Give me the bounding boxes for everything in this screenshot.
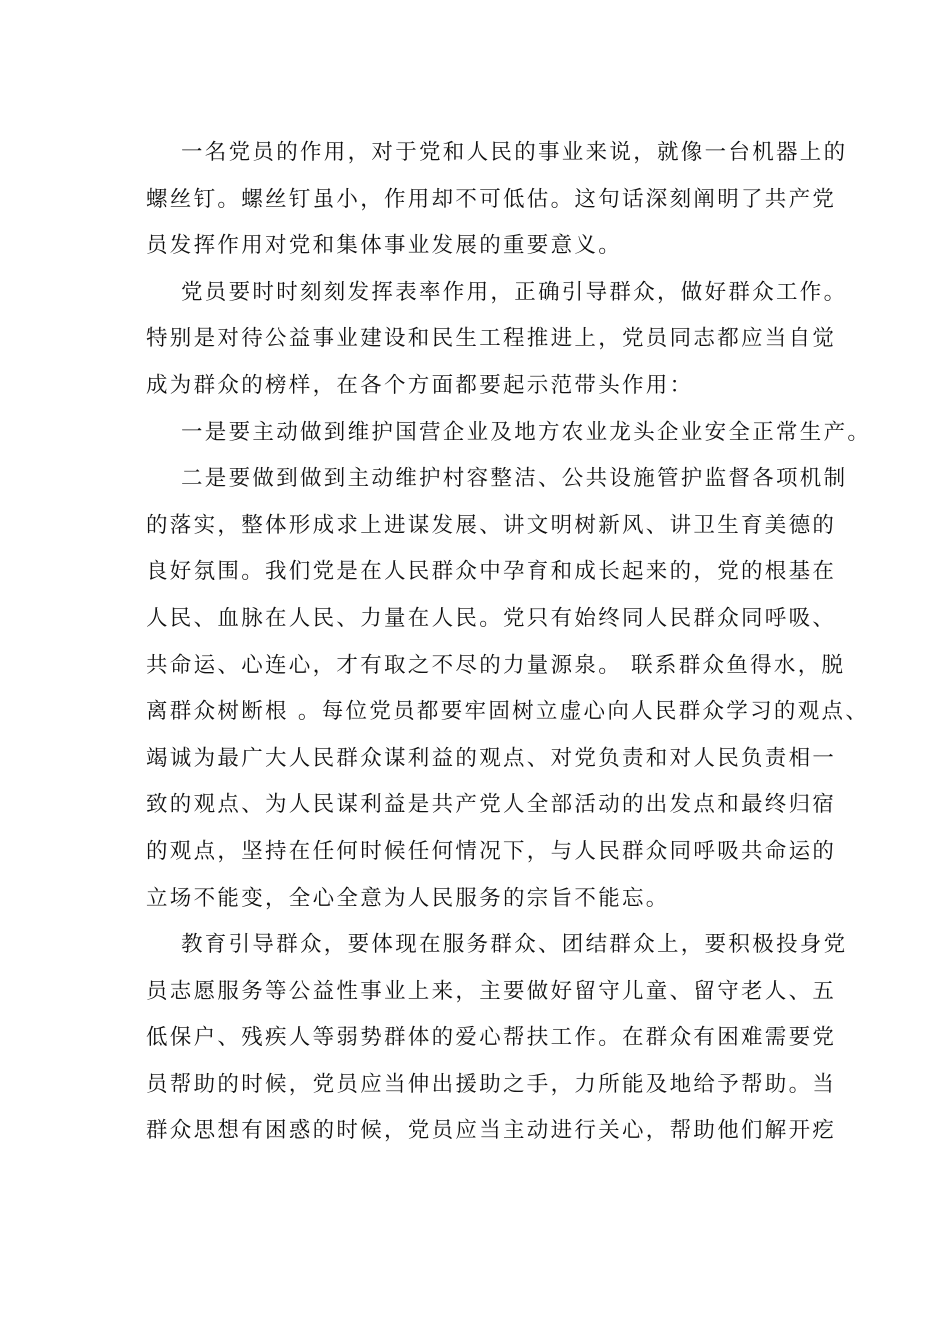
document-body: [146, 130, 872, 1155]
paragraph-4-line-5: 共命运、心连心，才有取之不尽的力量源泉。 联系群众鱼得水，脱: [146, 652, 846, 678]
paragraph-4-line-4: 人民、血脉在人民、力量在人民。党只有始终同人民群众同呼吸、: [146, 605, 837, 631]
paragraph-4-line-10: 立场不能变，全心全意为人民服务的宗旨不能忘。: [146, 885, 670, 911]
paragraph-4-line-3: 良好氛围。我们党是在人民群众中孕育和成长起来的，党的根基在: [146, 559, 837, 585]
paragraph-4-line-2: 的落实，整体形成求上进谋发展、讲文明树新风、讲卫生育美德的: [146, 512, 837, 538]
paragraph-4-line-6: 离群众树断根 。每位党员都要牢固树立虚心向人民群众学习的观点、: [146, 699, 870, 725]
paragraph-3-line-1: 一是要主动做到维护国营企业及地方农业龙头企业安全正常生产。: [181, 419, 872, 445]
paragraph-4-line-8: 致的观点、为人民谋利益是共产党人全部活动的出发点和最终归宿: [146, 792, 837, 818]
paragraph-5-line-2: 员志愿服务等公益性事业上来，主要做好留守儿童、留守老人、五: [146, 978, 837, 1004]
paragraph-5-line-5: 群众思想有困惑的时候，党员应当主动进行关心，帮助他们解开疙: [146, 1118, 837, 1144]
paragraph-2-line-1: 党员要时时刻刻发挥表率作用，正确引导群众，做好群众工作。: [181, 279, 848, 305]
paragraph-4-line-7: 竭诚为最广大人民群众谋利益的观点、对党负责和对人民负责相一: [146, 745, 837, 771]
paragraph-2-line-3: 成为群众的榜样，在各个方面都要起示范带头作用：: [146, 372, 694, 398]
paragraph-5-line-1: 教育引导群众，要体现在服务群众、团结群众上，要积极投身党: [181, 932, 848, 958]
paragraph-1-line-1: 一名党员的作用，对于党和人民的事业来说，就像一台机器上的: [181, 140, 848, 165]
paragraph-2-line-2: 特别是对待公益事业建设和民生工程推进上，党员同志都应当自觉: [146, 326, 837, 352]
paragraph-5-line-4: 员帮助的时候，党员应当伸出援助之手，力所能及地给予帮助。当: [146, 1071, 837, 1097]
paragraph-5-line-3: 低保户、残疾人等弱势群体的爱心帮扶工作。在群众有困难需要党: [146, 1025, 837, 1051]
paragraph-4-line-9: 的观点，坚持在任何时候任何情况下，与人民群众同呼吸共命运的: [146, 838, 837, 864]
paragraph-1-line-3: 员发挥作用对党和集体事业发展的重要意义。: [146, 233, 623, 259]
paragraph-1-line-2: 螺丝钉。螺丝钉虽小，作用却不可低估。这句话深刻阐明了共产党: [146, 186, 837, 212]
paragraph-4-line-1: 二是要做到做到主动维护村容整洁、公共设施管护监督各项机制: [181, 466, 848, 492]
